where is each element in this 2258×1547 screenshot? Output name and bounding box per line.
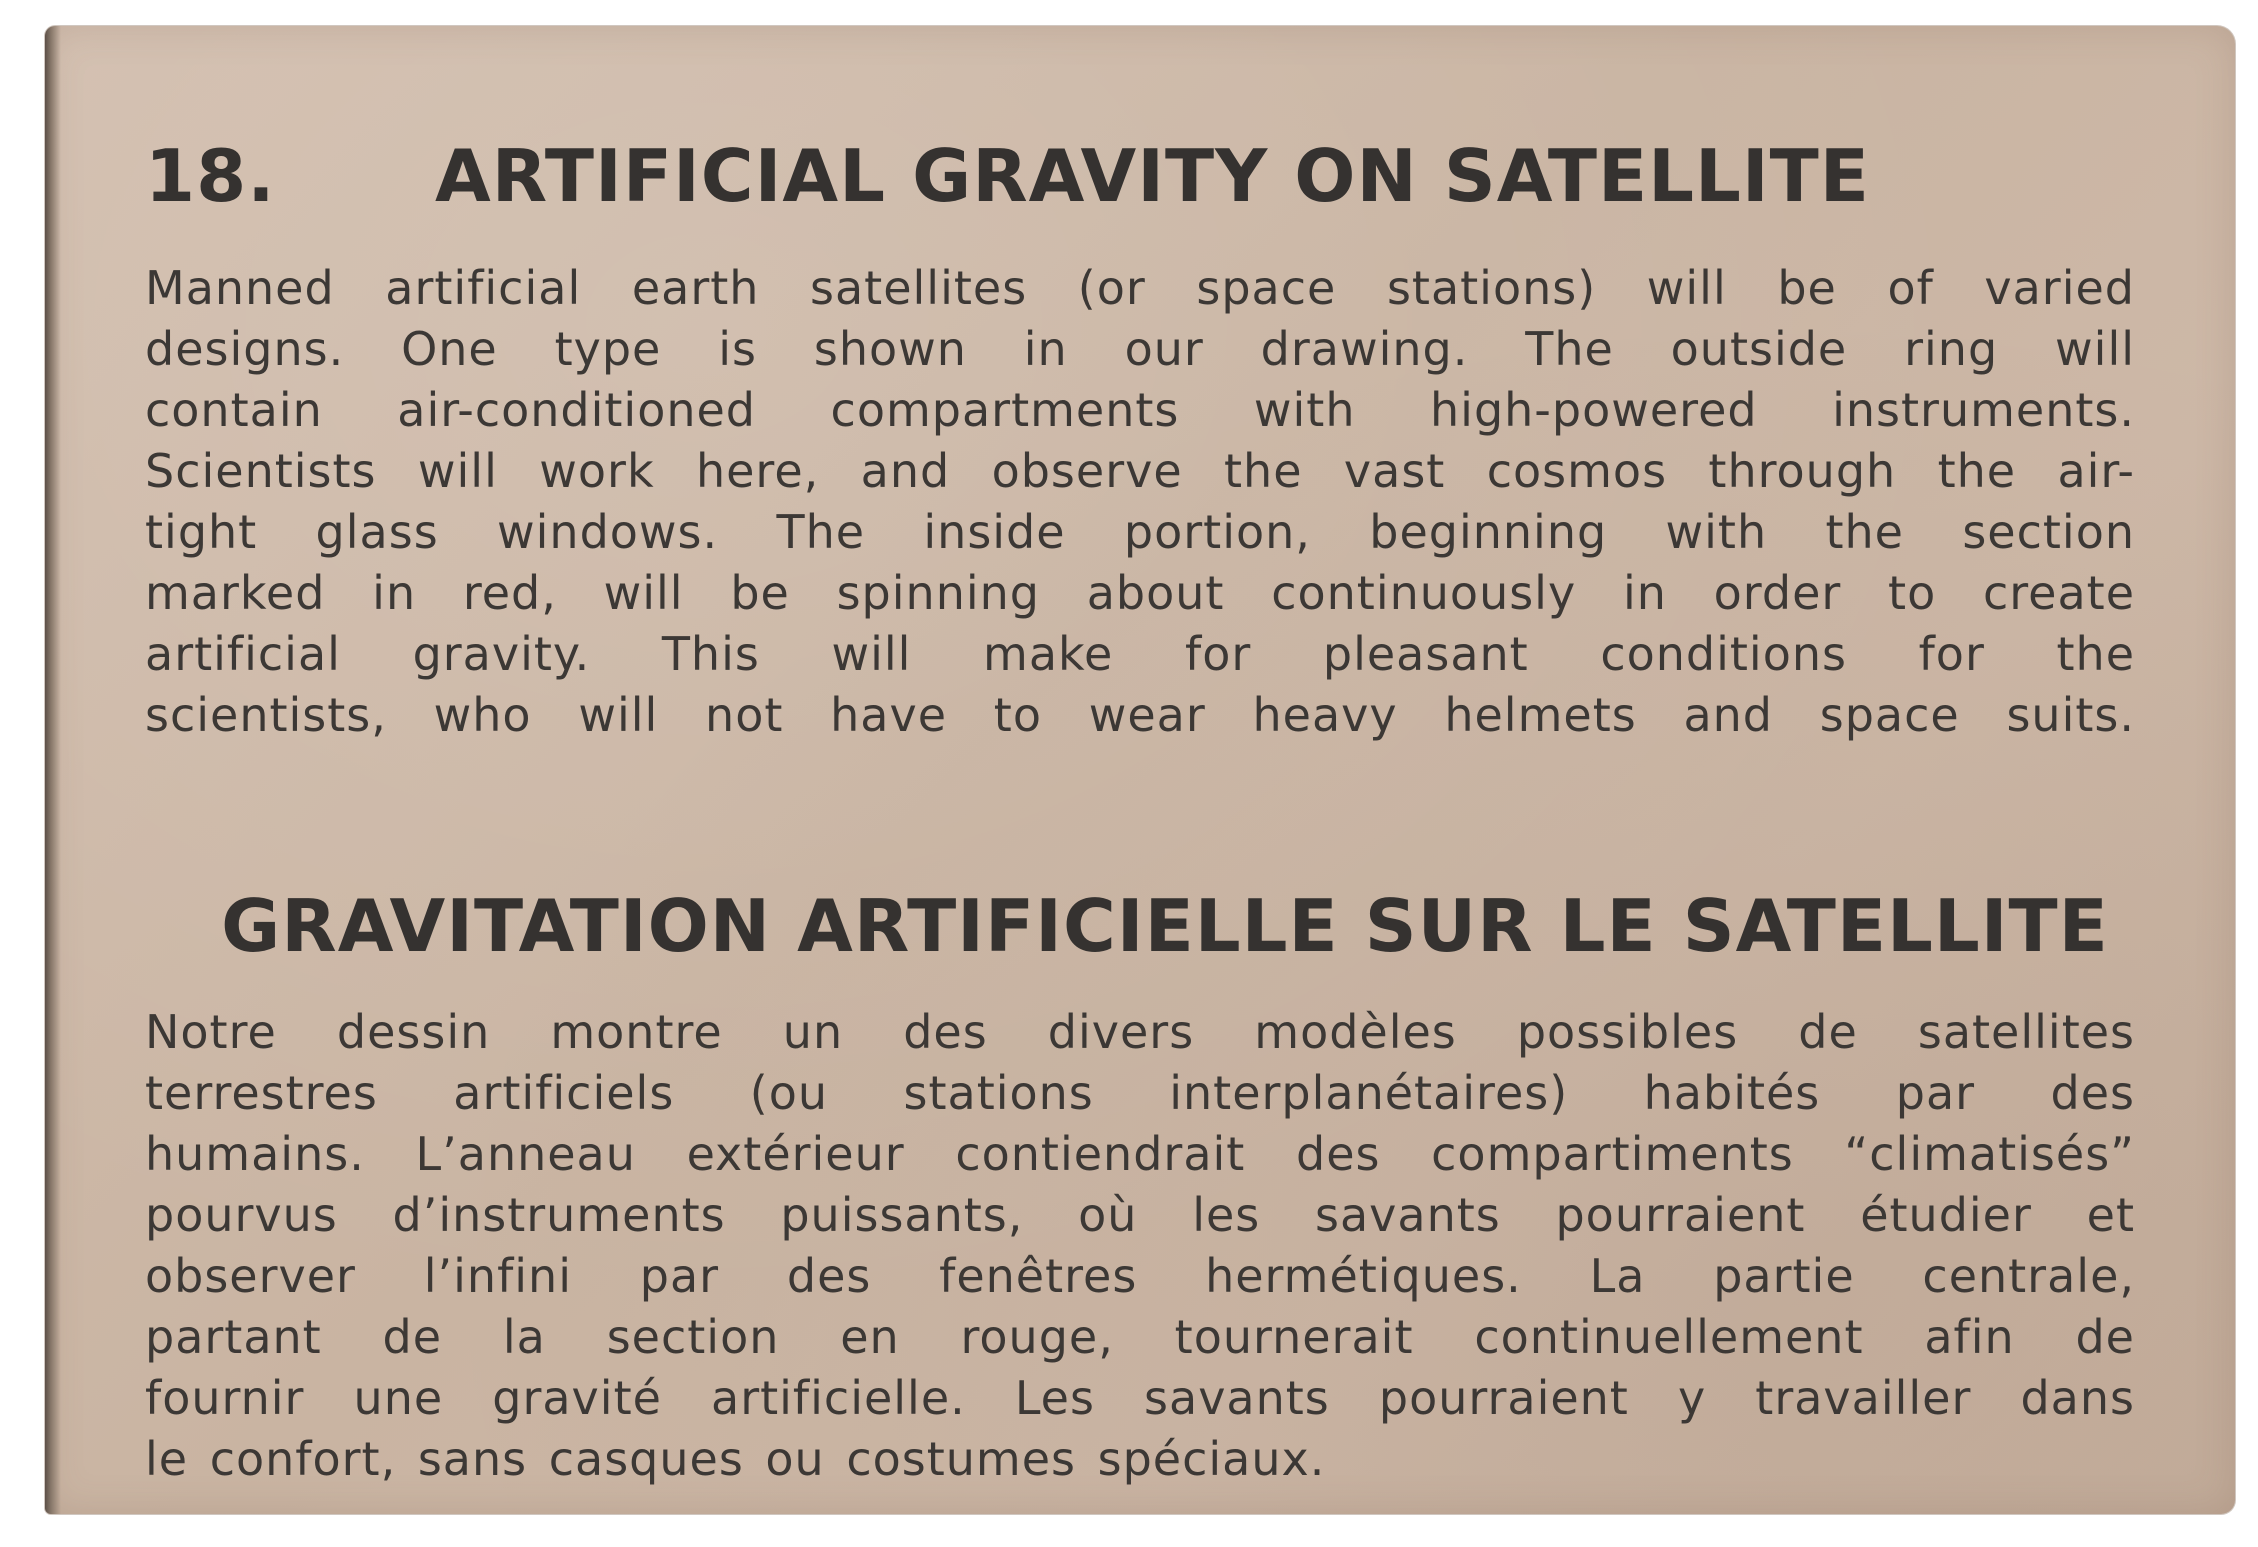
english-line: artificial gravity. This will make for pleasant conditions for the [145, 627, 2135, 681]
english-line: marked in red, will be spinning about continuously in order to create [145, 566, 2135, 620]
english-line: designs. One type is shown in our drawing. The outside ring will [145, 322, 2135, 376]
french-line: fournir une gravité artificielle. Les savants pourraient y travailler dans [145, 1371, 2135, 1425]
english-title: ARTIFICIAL GRAVITY ON SATELLITE [435, 134, 1870, 218]
card-number: 18. [145, 134, 276, 218]
english-line: tight glass windows. The inside portion, beginning with the section [145, 505, 2135, 559]
english-line: scientists, who will not have to wear heavy helmets and space suits. [145, 688, 2135, 742]
french-paragraph [145, 1002, 2135, 1490]
french-line: partant de la section en rouge, tournerait continuellement afin de [145, 1310, 2135, 1364]
french-line: Notre dessin montre un des divers modèles possibles de satellites [145, 1005, 2135, 1059]
english-line: Manned artificial earth satellites (or space stations) will be of varied [145, 261, 2135, 315]
french-line: pourvus d’instruments puissants, où les savants pourraient étudier et [145, 1188, 2135, 1242]
french-line: humains. L’anneau extérieur contiendrait des compartiments “climatisés” [145, 1127, 2135, 1181]
french-title: GRAVITATION ARTIFICIELLE SUR LE SATELLITE [221, 884, 2109, 968]
french-line: terrestres artificiels (ou stations interplanétaires) habités par des [145, 1066, 2135, 1120]
english-line: contain air-conditioned compartments with high-powered instruments. [145, 383, 2135, 437]
french-line: observer l’infini par des fenêtres hermétiques. La partie centrale, [145, 1249, 2135, 1303]
french-line: le confort, sans casques ou costumes spéciaux. [145, 1432, 1326, 1486]
english-paragraph [145, 258, 2135, 746]
trading-card-back [45, 26, 2235, 1514]
english-line: Scientists will work here, and observe the vast cosmos through the air- [145, 444, 2135, 498]
english-heading [145, 136, 2185, 216]
card-edge-shadow [45, 26, 61, 1514]
